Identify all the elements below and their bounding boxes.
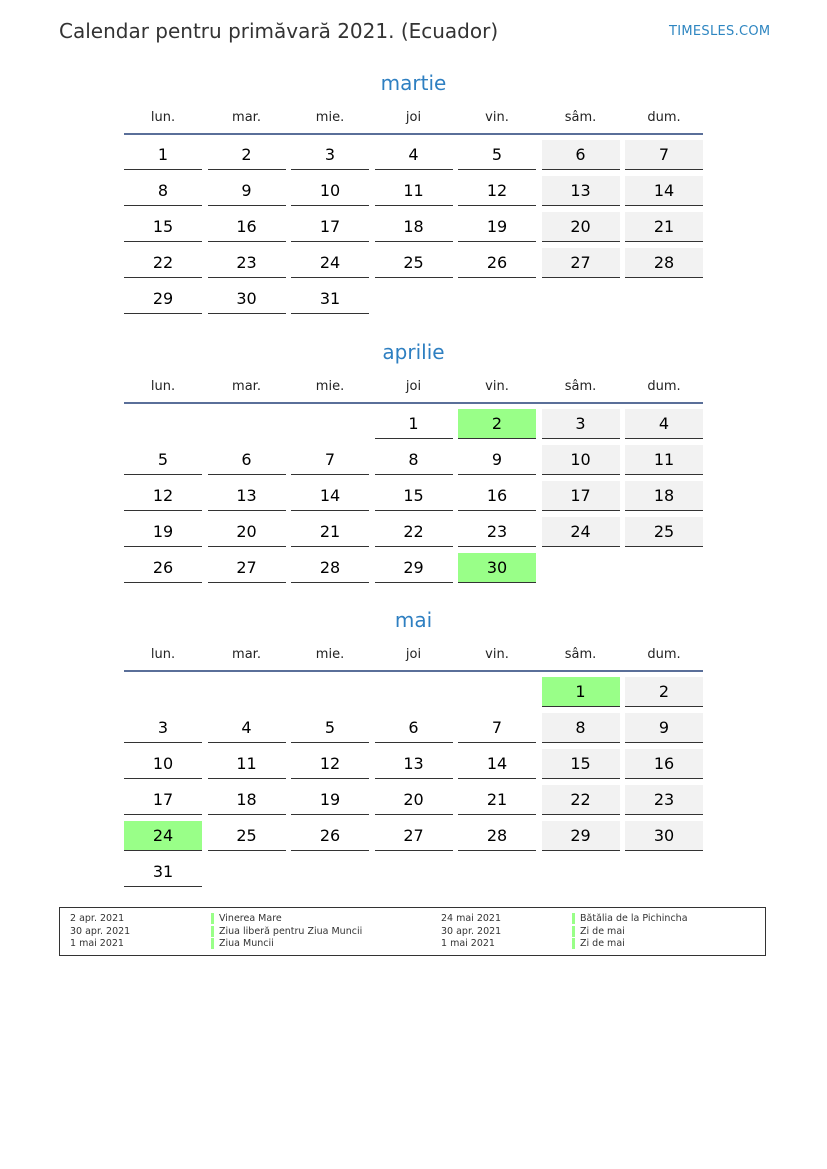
day-cell: 26 bbox=[458, 248, 536, 278]
weekday-label: lun. bbox=[150, 110, 176, 125]
weekday-label: dum. bbox=[647, 379, 681, 394]
day-cell: 5 bbox=[458, 140, 536, 170]
day-cell: 6 bbox=[375, 713, 453, 743]
legend-color-mark bbox=[572, 938, 575, 949]
day-cell: 29 bbox=[542, 821, 620, 851]
day-cell: 20 bbox=[208, 517, 286, 547]
holiday-day-cell: 2 bbox=[458, 409, 536, 439]
page-title: Calendar pentru primăvară 2021. (Ecuador) bbox=[59, 19, 499, 43]
day-cell: 24 bbox=[291, 248, 369, 278]
day-cell: 5 bbox=[124, 445, 202, 475]
header-rule bbox=[124, 133, 703, 135]
day-cell: 8 bbox=[375, 445, 453, 475]
weekday-header bbox=[124, 647, 703, 667]
holiday-day-cell: 30 bbox=[458, 553, 536, 583]
day-cell: 7 bbox=[458, 713, 536, 743]
day-cell: 7 bbox=[291, 445, 369, 475]
day-cell: 26 bbox=[124, 553, 202, 583]
weekday-label: vin. bbox=[485, 647, 509, 662]
legend-date: 2 apr. 2021 bbox=[70, 913, 125, 924]
weekday-label: mar. bbox=[232, 110, 261, 125]
day-cell: 22 bbox=[124, 248, 202, 278]
day-cell: 22 bbox=[542, 785, 620, 815]
weekday-label: mar. bbox=[232, 379, 261, 394]
weekday-label: vin. bbox=[485, 110, 509, 125]
day-cell: 9 bbox=[458, 445, 536, 475]
day-cell: 3 bbox=[291, 140, 369, 170]
weekday-label: joi bbox=[405, 379, 422, 394]
day-cell: 28 bbox=[625, 248, 703, 278]
day-cell: 25 bbox=[208, 821, 286, 851]
weekday-header bbox=[124, 110, 703, 130]
day-cell: 20 bbox=[375, 785, 453, 815]
day-cell: 2 bbox=[208, 140, 286, 170]
day-cell: 8 bbox=[542, 713, 620, 743]
legend-item bbox=[60, 912, 760, 925]
day-cell: 3 bbox=[542, 409, 620, 439]
day-cell: 28 bbox=[291, 553, 369, 583]
day-cell: 27 bbox=[375, 821, 453, 851]
weekday-label: vin. bbox=[485, 379, 509, 394]
day-cell: 1 bbox=[375, 409, 453, 439]
legend-date: 30 apr. 2021 bbox=[441, 925, 502, 937]
day-cell: 24 bbox=[542, 517, 620, 547]
legend-holiday-name: Zi de mai bbox=[580, 925, 625, 937]
header-rule bbox=[124, 670, 703, 672]
legend-holiday-name: Ziua liberă pentru Ziua Muncii bbox=[219, 925, 363, 937]
holiday-day-cell: 1 bbox=[542, 677, 620, 707]
day-cell: 27 bbox=[208, 553, 286, 583]
day-cell: 29 bbox=[124, 284, 202, 314]
header-rule bbox=[124, 402, 703, 404]
day-cell: 9 bbox=[208, 176, 286, 206]
day-cell: 21 bbox=[458, 785, 536, 815]
weekday-label: sâm. bbox=[564, 379, 597, 394]
day-cell: 11 bbox=[375, 176, 453, 206]
month-title: mai bbox=[394, 608, 433, 632]
day-cell: 12 bbox=[458, 176, 536, 206]
day-cell: 23 bbox=[458, 517, 536, 547]
weekday-label: mie. bbox=[315, 379, 345, 394]
legend-item bbox=[60, 937, 760, 950]
day-cell: 27 bbox=[542, 248, 620, 278]
day-cell: 13 bbox=[208, 481, 286, 511]
day-cell: 28 bbox=[458, 821, 536, 851]
site-link[interactable]: TIMESLES.COM bbox=[669, 24, 771, 39]
legend-date: 24 mai 2021 bbox=[441, 913, 502, 924]
day-cell: 29 bbox=[375, 553, 453, 583]
day-cell: 21 bbox=[625, 212, 703, 242]
day-cell: 15 bbox=[375, 481, 453, 511]
day-cell: 14 bbox=[291, 481, 369, 511]
day-cell: 4 bbox=[208, 713, 286, 743]
legend-date: 1 mai 2021 bbox=[70, 938, 124, 949]
day-cell: 19 bbox=[291, 785, 369, 815]
day-cell: 5 bbox=[291, 713, 369, 743]
day-cell: 15 bbox=[124, 212, 202, 242]
legend-holiday-name: Zi de mai bbox=[580, 938, 625, 949]
day-cell: 18 bbox=[625, 481, 703, 511]
month-title: aprilie bbox=[382, 340, 445, 364]
legend-holiday-name: Vinerea Mare bbox=[219, 913, 282, 924]
day-cell: 6 bbox=[542, 140, 620, 170]
day-cell: 18 bbox=[375, 212, 453, 242]
weekday-label: lun. bbox=[150, 647, 176, 662]
day-cell: 10 bbox=[291, 176, 369, 206]
day-cell: 26 bbox=[291, 821, 369, 851]
day-cell: 6 bbox=[208, 445, 286, 475]
weekday-label: dum. bbox=[647, 647, 681, 662]
day-cell: 14 bbox=[625, 176, 703, 206]
day-cell: 12 bbox=[291, 749, 369, 779]
day-cell: 16 bbox=[625, 749, 703, 779]
day-cell: 18 bbox=[208, 785, 286, 815]
month-title: martie bbox=[380, 71, 447, 95]
weekday-header bbox=[124, 379, 703, 399]
day-cell: 25 bbox=[625, 517, 703, 547]
legend-color-mark bbox=[572, 926, 575, 937]
legend-holiday-name: Ziua Muncii bbox=[219, 938, 274, 949]
day-cell: 31 bbox=[291, 284, 369, 314]
day-cell: 23 bbox=[208, 248, 286, 278]
legend-color-mark bbox=[572, 913, 575, 924]
day-cell: 16 bbox=[208, 212, 286, 242]
weekday-label: joi bbox=[405, 647, 422, 662]
day-cell: 1 bbox=[124, 140, 202, 170]
weekday-label: sâm. bbox=[564, 110, 597, 125]
day-cell: 15 bbox=[542, 749, 620, 779]
day-cell: 31 bbox=[124, 857, 202, 887]
day-cell: 23 bbox=[625, 785, 703, 815]
day-cell: 21 bbox=[291, 517, 369, 547]
weekday-label: mie. bbox=[315, 647, 345, 662]
weekday-label: mar. bbox=[232, 647, 261, 662]
day-cell: 30 bbox=[625, 821, 703, 851]
day-cell: 12 bbox=[124, 481, 202, 511]
day-cell: 17 bbox=[124, 785, 202, 815]
weekday-label: mie. bbox=[315, 110, 345, 125]
legend-item bbox=[60, 925, 760, 938]
day-cell: 25 bbox=[375, 248, 453, 278]
day-cell: 8 bbox=[124, 176, 202, 206]
day-cell: 10 bbox=[542, 445, 620, 475]
day-cell: 3 bbox=[124, 713, 202, 743]
day-cell: 2 bbox=[625, 677, 703, 707]
day-cell: 17 bbox=[542, 481, 620, 511]
day-cell: 11 bbox=[625, 445, 703, 475]
holiday-day-cell: 24 bbox=[124, 821, 202, 851]
weekday-label: dum. bbox=[647, 110, 681, 125]
day-cell: 11 bbox=[208, 749, 286, 779]
day-cell: 14 bbox=[458, 749, 536, 779]
day-cell: 19 bbox=[124, 517, 202, 547]
day-cell: 13 bbox=[542, 176, 620, 206]
day-cell: 13 bbox=[375, 749, 453, 779]
weekday-label: lun. bbox=[150, 379, 176, 394]
day-cell: 16 bbox=[458, 481, 536, 511]
day-cell: 9 bbox=[625, 713, 703, 743]
day-cell: 7 bbox=[625, 140, 703, 170]
day-cell: 22 bbox=[375, 517, 453, 547]
day-cell: 30 bbox=[208, 284, 286, 314]
day-cell: 4 bbox=[375, 140, 453, 170]
legend-holiday-name: Bătălia de la Pichincha bbox=[580, 913, 688, 924]
legend-date: 1 mai 2021 bbox=[441, 938, 495, 949]
legend-date: 30 apr. 2021 bbox=[70, 925, 131, 937]
day-cell: 19 bbox=[458, 212, 536, 242]
day-cell: 20 bbox=[542, 212, 620, 242]
holiday-legend bbox=[59, 907, 766, 956]
weekday-label: sâm. bbox=[564, 647, 597, 662]
day-cell: 10 bbox=[124, 749, 202, 779]
day-cell: 17 bbox=[291, 212, 369, 242]
day-cell: 4 bbox=[625, 409, 703, 439]
weekday-label: joi bbox=[405, 110, 422, 125]
